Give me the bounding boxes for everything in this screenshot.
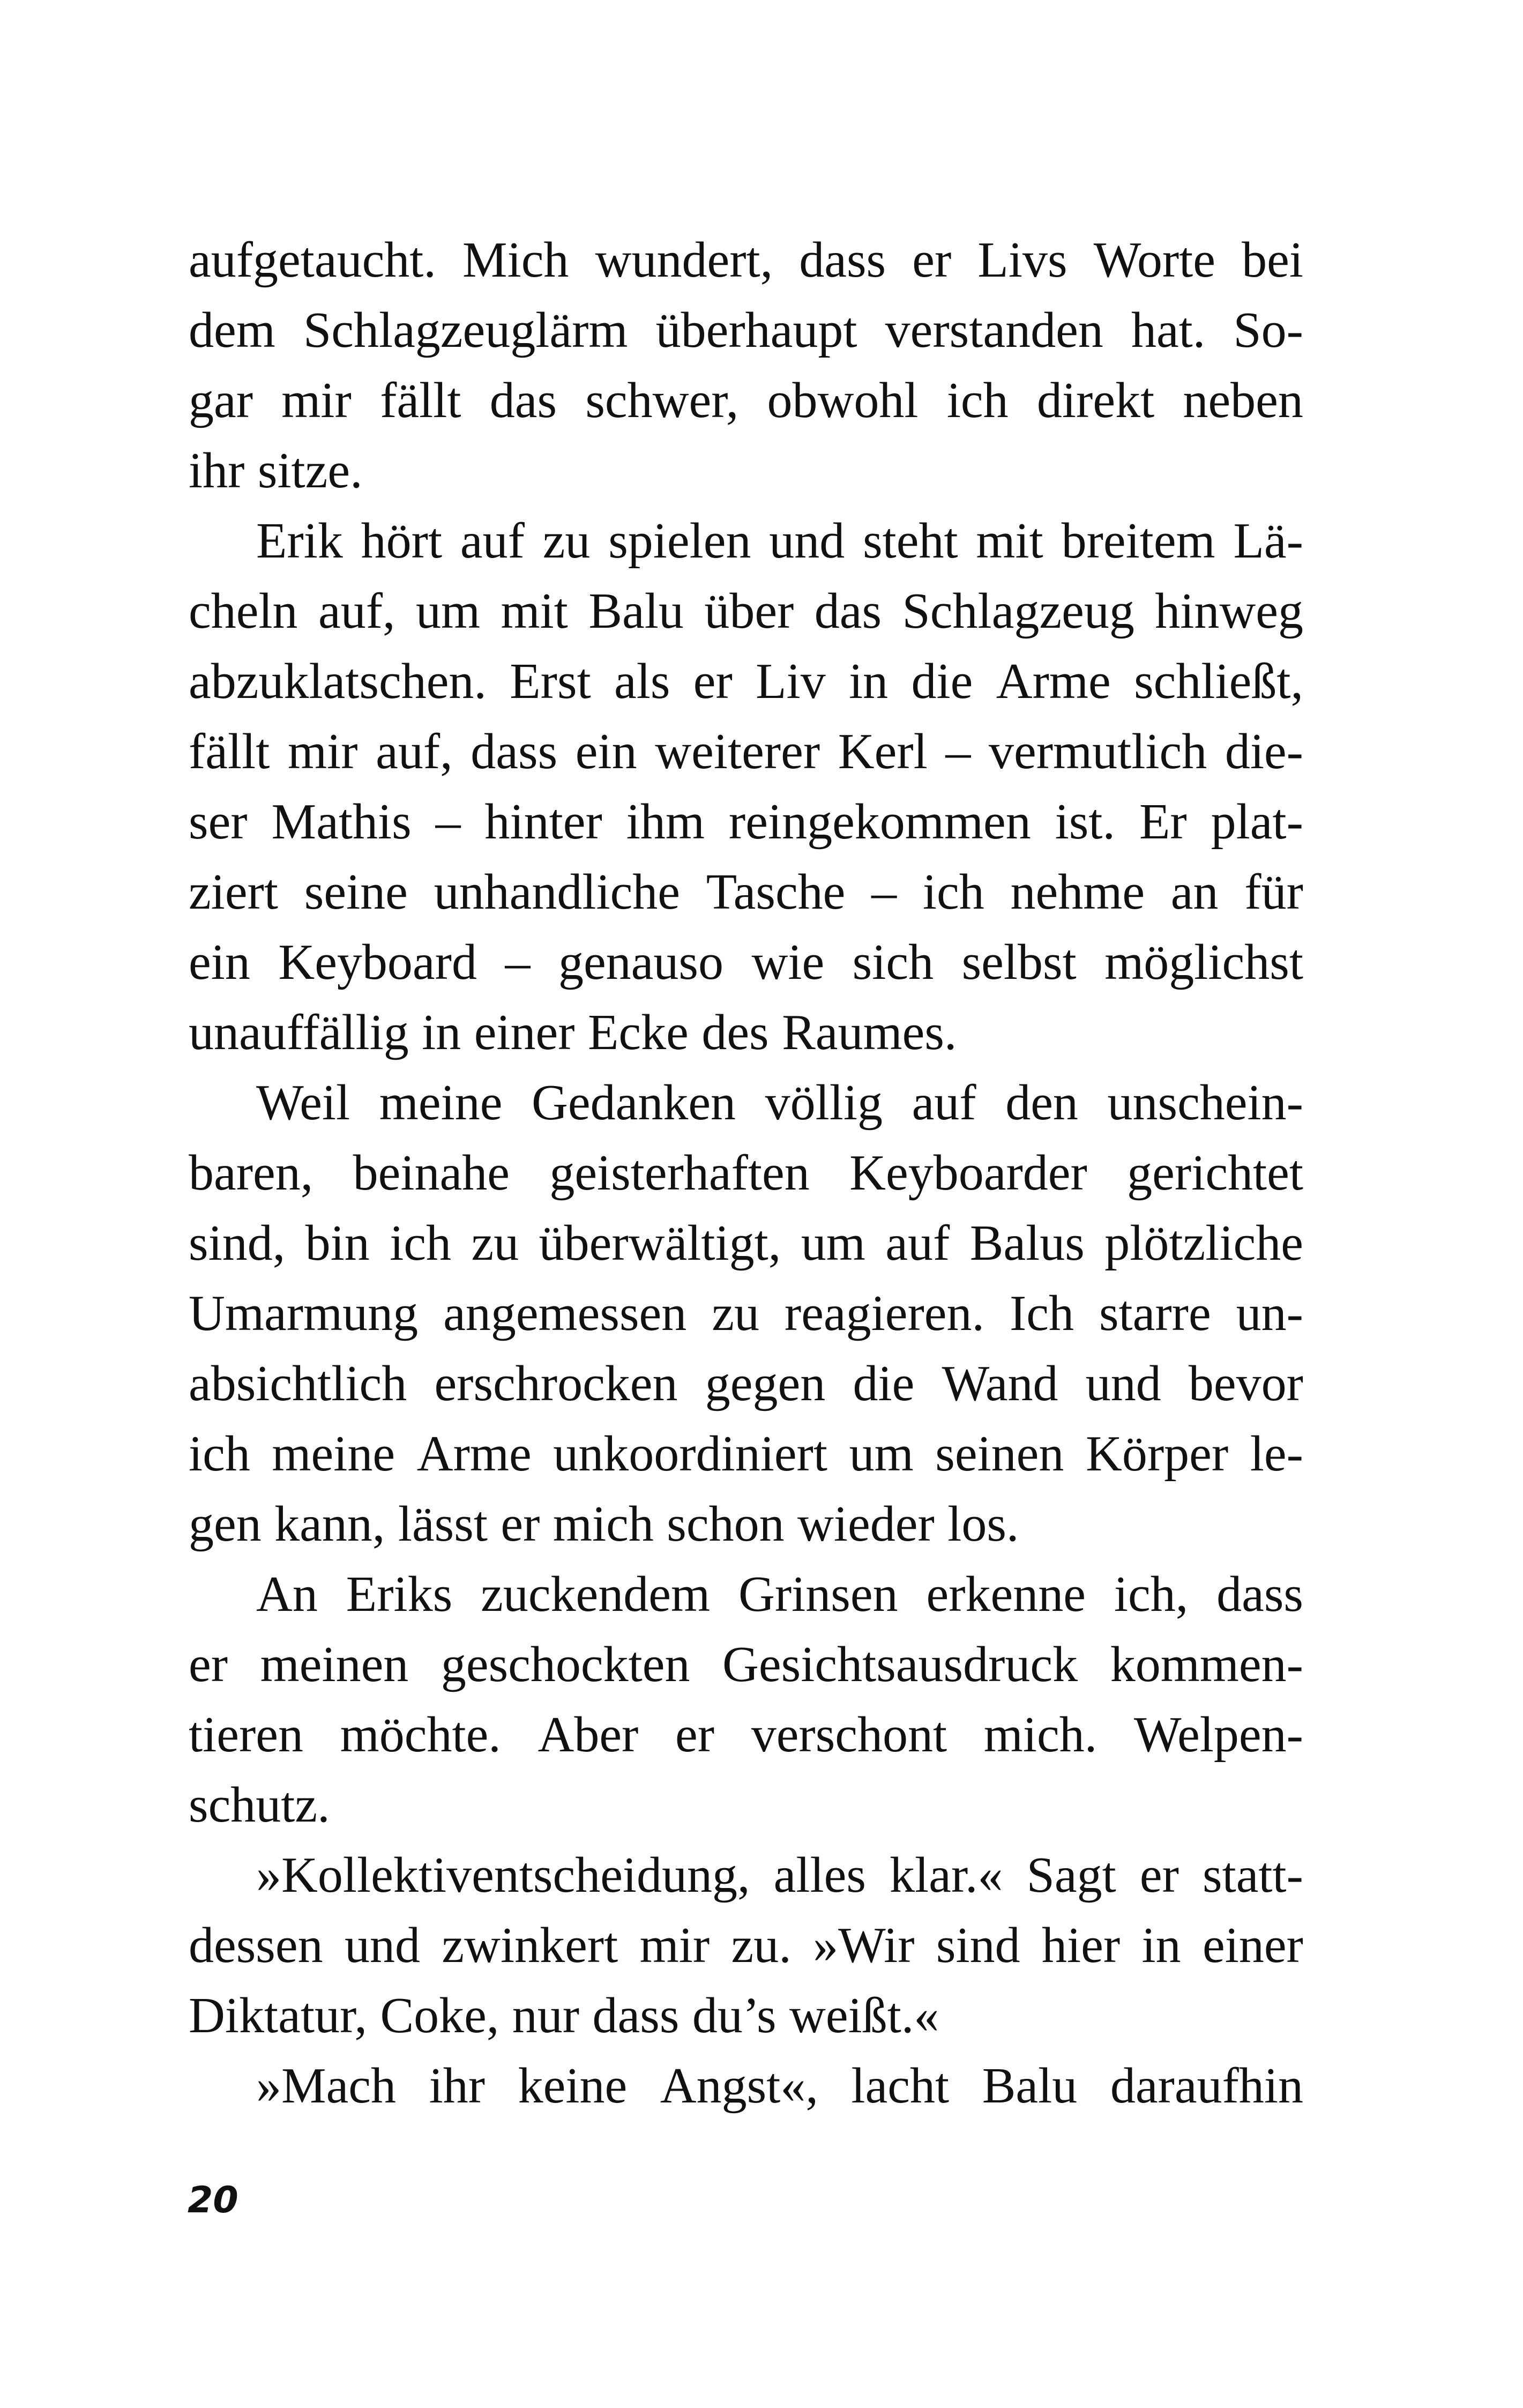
paragraph bbox=[189, 1840, 1303, 2051]
paragraph bbox=[189, 225, 1303, 506]
text-line: An Eriks zuckendem Grinsen erkenne ich, dass bbox=[256, 1566, 1303, 1622]
page-number: 20 bbox=[188, 2179, 238, 2221]
text-line: schutz. bbox=[189, 1777, 330, 1833]
text-line: baren, beinahe geisterhaften Keyboarder gerichtet bbox=[189, 1145, 1303, 1201]
text-line: cheln auf, um mit Balu über das Schlagzeug hinweg bbox=[189, 583, 1303, 639]
text-line: dem Schlagzeuglärm überhaupt verstanden hat. So- bbox=[189, 302, 1303, 358]
text-line: ziert seine unhandliche Tasche – ich nehme an für bbox=[189, 864, 1303, 920]
text-line: ein Keyboard – genauso wie sich selbst möglichst bbox=[189, 934, 1303, 990]
text-line: fällt mir auf, dass ein weiterer Kerl – vermutlich die- bbox=[189, 724, 1303, 779]
text-line: ich meine Arme unkoordiniert um seinen Körper le- bbox=[189, 1426, 1303, 1482]
text-line: Umarmung angemessen zu reagieren. Ich starre un- bbox=[189, 1285, 1303, 1341]
text-line: gen kann, lässt er mich schon wieder los. bbox=[189, 1496, 1019, 1552]
text-line: dessen und zwinkert mir zu. »Wir sind hier in einer bbox=[189, 1918, 1303, 1973]
text-line: gar mir fällt das schwer, obwohl ich direkt neben bbox=[189, 373, 1303, 428]
text-line: Erik hört auf zu spielen und steht mit breitem Lä- bbox=[256, 513, 1303, 569]
text-line: Weil meine Gedanken völlig auf den unschein- bbox=[256, 1075, 1303, 1131]
text-line: absichtlich erschrocken gegen die Wand und bevor bbox=[189, 1356, 1303, 1411]
text-line: aufgetaucht. Mich wundert, dass er Livs Worte bei bbox=[189, 232, 1303, 288]
text-line: »Mach ihr keine Angst«, lacht Balu daraufhin bbox=[256, 2058, 1303, 2114]
text-line: tieren möchte. Aber er verschont mich. Welpen- bbox=[189, 1707, 1303, 1763]
text-line: sind, bin ich zu überwältigt, um auf Balus plötzliche bbox=[189, 1215, 1303, 1271]
paragraph bbox=[189, 2051, 1303, 2121]
text-line: Diktatur, Coke, nur dass du’s weißt.« bbox=[189, 1988, 939, 2043]
paragraph bbox=[189, 1068, 1303, 1559]
text-line: ser Mathis – hinter ihm reingekommen ist. Er plat- bbox=[189, 794, 1303, 850]
body-text bbox=[189, 225, 1303, 2121]
text-line: er meinen geschockten Gesichtsausdruck kommen- bbox=[189, 1637, 1303, 1692]
paragraph bbox=[189, 1559, 1303, 1840]
text-line: unauffällig in einer Ecke des Raumes. bbox=[189, 1005, 957, 1060]
text-line: »Kollektiventscheidung, alles klar.« Sagt er statt- bbox=[256, 1847, 1303, 1903]
text-line: abzuklatschen. Erst als er Liv in die Arme schließt, bbox=[189, 653, 1303, 709]
paragraph bbox=[189, 506, 1303, 1068]
text-line: ihr sitze. bbox=[189, 443, 363, 499]
